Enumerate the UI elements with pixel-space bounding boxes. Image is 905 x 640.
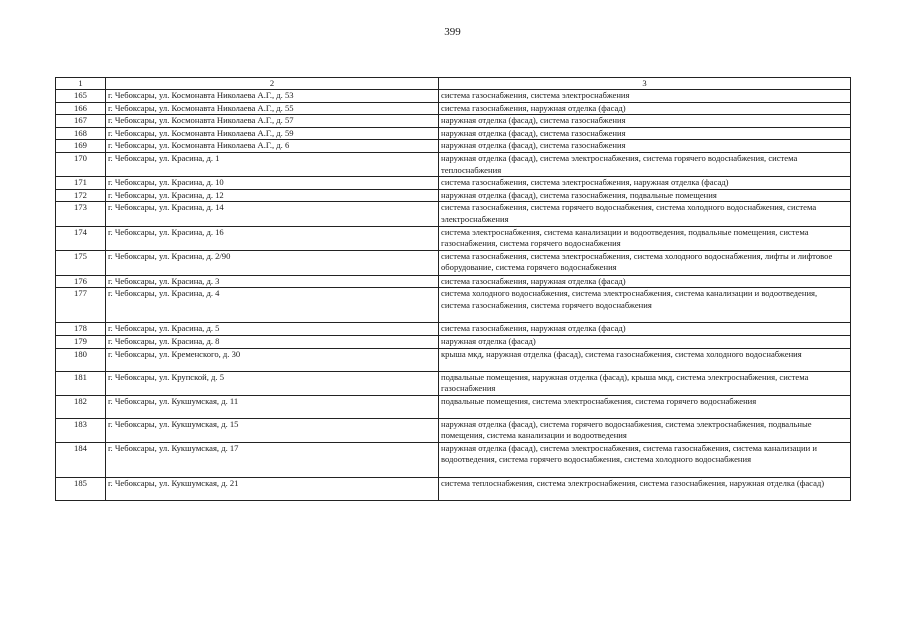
row-address: г. Чебоксары, ул. Кукшумская, д. 11	[106, 395, 439, 418]
row-systems: система электроснабжения, система канализации и водоотведения, подвальные помещения, система газоснабжения, система горячего водоснабжения	[439, 226, 851, 250]
row-systems: наружная отделка (фасад), система электроснабжения, система газоснабжения, система канализации и водоотведения, система горячего водоснабжения, система холодного водоснабжения	[439, 442, 851, 477]
row-number: 166	[56, 102, 106, 115]
table-row	[56, 395, 851, 418]
row-address: г. Чебоксары, ул. Красина, д. 2/90	[106, 250, 439, 275]
row-systems: наружная отделка (фасад), система газоснабжения	[439, 127, 851, 140]
row-number: 180	[56, 348, 106, 371]
table-row	[56, 90, 851, 103]
table-row	[56, 250, 851, 275]
row-systems: подвальные помещения, система электроснабжения, система горячего водоснабжения	[439, 395, 851, 418]
row-systems: наружная отделка (фасад), система горячего водоснабжения, система электроснабжения, подвальные помещения, система канализации и водоотведения	[439, 418, 851, 442]
row-address: г. Чебоксары, ул. Космонавта Николаева А.Г., д. 57	[106, 115, 439, 128]
row-number: 173	[56, 202, 106, 226]
table-row	[56, 288, 851, 323]
row-address: г. Чебоксары, ул. Космонавта Николаева А.Г., д. 53	[106, 90, 439, 103]
row-address: г. Чебоксары, ул. Красина, д. 10	[106, 177, 439, 190]
table-row	[56, 127, 851, 140]
column-header-address: 2	[106, 78, 439, 90]
table-row	[56, 189, 851, 202]
row-systems: наружная отделка (фасад), система газоснабжения, подвальные помещения	[439, 189, 851, 202]
row-number: 171	[56, 177, 106, 190]
row-address: г. Чебоксары, ул. Красина, д. 14	[106, 202, 439, 226]
table-row	[56, 275, 851, 288]
row-systems: наружная отделка (фасад), система газоснабжения	[439, 115, 851, 128]
row-systems: система газоснабжения, наружная отделка (фасад)	[439, 102, 851, 115]
row-address: г. Чебоксары, ул. Кукшумская, д. 17	[106, 442, 439, 477]
table-row	[56, 177, 851, 190]
table-row	[56, 348, 851, 371]
row-number: 168	[56, 127, 106, 140]
table-row	[56, 371, 851, 395]
row-address: г. Чебоксары, ул. Красина, д. 3	[106, 275, 439, 288]
row-systems: система теплоснабжения, система электроснабжения, система газоснабжения, наружная отделка (фасад)	[439, 477, 851, 500]
row-address: г. Чебоксары, ул. Космонавта Николаева А.Г., д. 55	[106, 102, 439, 115]
row-number: 185	[56, 477, 106, 500]
table-row	[56, 102, 851, 115]
row-systems: наружная отделка (фасад)	[439, 335, 851, 348]
table-row	[56, 140, 851, 153]
table-row	[56, 323, 851, 336]
row-number: 170	[56, 152, 106, 176]
row-systems: крыша мкд, наружная отделка (фасад), система газоснабжения, система холодного водоснабжения	[439, 348, 851, 371]
row-number: 174	[56, 226, 106, 250]
row-address: г. Чебоксары, ул. Космонавта Николаева А.Г., д. 6	[106, 140, 439, 153]
row-number: 177	[56, 288, 106, 323]
row-systems: система газоснабжения, система электроснабжения, наружная отделка (фасад)	[439, 177, 851, 190]
row-systems: система газоснабжения, система горячего водоснабжения, система холодного водоснабжения, система электроснабжения	[439, 202, 851, 226]
table-header-row	[56, 78, 851, 90]
row-address: г. Чебоксары, ул. Красина, д. 16	[106, 226, 439, 250]
row-systems: наружная отделка (фасад), система электроснабжения, система горячего водоснабжения, система теплоснабжения	[439, 152, 851, 176]
table-row	[56, 152, 851, 176]
row-address: г. Чебоксары, ул. Красина, д. 12	[106, 189, 439, 202]
row-number: 183	[56, 418, 106, 442]
column-header-number: 1	[56, 78, 106, 90]
row-number: 176	[56, 275, 106, 288]
row-number: 172	[56, 189, 106, 202]
row-number: 184	[56, 442, 106, 477]
table-row	[56, 418, 851, 442]
row-address: г. Чебоксары, ул. Космонавта Николаева А.Г., д. 59	[106, 127, 439, 140]
row-systems: система газоснабжения, наружная отделка (фасад)	[439, 323, 851, 336]
row-systems: система газоснабжения, система электроснабжения	[439, 90, 851, 103]
row-address: г. Чебоксары, ул. Кременского, д. 30	[106, 348, 439, 371]
row-number: 181	[56, 371, 106, 395]
row-systems: система газоснабжения, наружная отделка (фасад)	[439, 275, 851, 288]
row-systems: система газоснабжения, система электроснабжения, система холодного водоснабжения, лифты и лифтовое оборудование, система горячего водоснабжения	[439, 250, 851, 275]
row-address: г. Чебоксары, ул. Красина, д. 1	[106, 152, 439, 176]
row-systems: наружная отделка (фасад), система газоснабжения	[439, 140, 851, 153]
row-number: 179	[56, 335, 106, 348]
row-number: 182	[56, 395, 106, 418]
table-row	[56, 442, 851, 477]
column-header-systems: 3	[439, 78, 851, 90]
row-number: 178	[56, 323, 106, 336]
table-row	[56, 202, 851, 226]
row-number: 169	[56, 140, 106, 153]
row-number: 167	[56, 115, 106, 128]
table-row	[56, 335, 851, 348]
table-row	[56, 226, 851, 250]
row-address: г. Чебоксары, ул. Красина, д. 8	[106, 335, 439, 348]
row-address: г. Чебоксары, ул. Крупской, д. 5	[106, 371, 439, 395]
row-address: г. Чебоксары, ул. Кукшумская, д. 15	[106, 418, 439, 442]
building-systems-table	[55, 77, 851, 501]
table-row	[56, 477, 851, 500]
row-systems: подвальные помещения, наружная отделка (фасад), крыша мкд, система электроснабжения, система газоснабжения	[439, 371, 851, 395]
row-address: г. Чебоксары, ул. Красина, д. 4	[106, 288, 439, 323]
row-number: 175	[56, 250, 106, 275]
row-systems: система холодного водоснабжения, система электроснабжения, система канализации и водоотведения, система газоснабжения, система горячего водоснабжения	[439, 288, 851, 323]
row-address: г. Чебоксары, ул. Кукшумская, д. 21	[106, 477, 439, 500]
table-row	[56, 115, 851, 128]
row-address: г. Чебоксары, ул. Красина, д. 5	[106, 323, 439, 336]
page-number: 399	[444, 26, 461, 38]
row-number: 165	[56, 90, 106, 103]
